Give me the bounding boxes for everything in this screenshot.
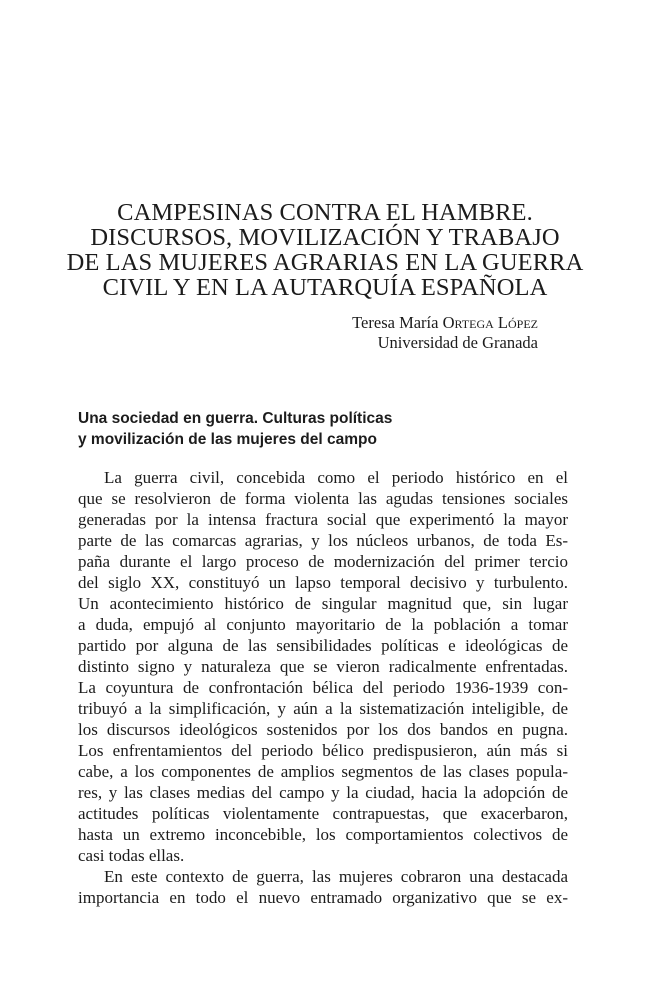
paragraph-line: tribuyó a la simplificación, y aún a la sistematización inteligible, de: [78, 699, 568, 718]
paragraph-line: generadas por la intensa fractura social que experimentó la mayor: [78, 510, 568, 529]
paragraph-line: hasta un extremo inconcebible, los comportamientos colectivos de: [78, 825, 568, 844]
paragraph-line: a duda, empujó al conjunto mayoritario de la población a tomar: [78, 615, 568, 634]
paragraph-line: cabe, a los componentes de amplios segmentos de las clases popula-: [78, 762, 568, 781]
author-affiliation: Universidad de Granada: [377, 333, 538, 352]
author-name: [352, 313, 538, 333]
paragraph-line: casi todas ellas.: [78, 846, 185, 865]
paragraph-line: En este contexto de guerra, las mujeres cobraron una destacada: [104, 867, 568, 886]
paragraph-line: parte de las comarcas agrarias, y los núcleos urbanos, de toda Es-: [78, 531, 568, 550]
paragraph-line: distinto signo y naturaleza que se vieron radicalmente enfrentadas.: [78, 657, 568, 676]
title-line: DE LAS MUJERES AGRARIAS EN LA GUERRA: [66, 249, 584, 276]
paragraph-line: importancia en todo el nuevo entramado organizativo que se ex-: [78, 888, 568, 907]
paragraph-line: Un acontecimiento histórico de singular magnitud que, sin lugar: [78, 594, 568, 613]
section-heading-line: y movilización de las mujeres del campo: [78, 431, 377, 448]
title-line: DISCURSOS, MOVILIZACIÓN Y TRABAJO: [90, 224, 560, 251]
paragraph-line: La guerra civil, concebida como el periodo histórico en el: [104, 468, 568, 487]
paragraph-line: los discursos ideológicos sostenidos por los dos bandos en pugna.: [78, 720, 568, 739]
title-line: CAMPESINAS CONTRA EL HAMBRE.: [117, 199, 533, 226]
author-surname: Ortega López: [442, 313, 538, 332]
paragraph-line: partido por alguna de las sensibilidades políticas e ideológicas de: [78, 636, 568, 655]
section-heading: [78, 408, 392, 450]
author-given-name: Teresa María: [352, 313, 439, 332]
paragraph-line: Los enfrentamientos del periodo bélico predispusieron, aún más si: [78, 741, 568, 760]
paragraph-line: que se resolvieron de forma violenta las agudas tensiones sociales: [78, 489, 568, 508]
paragraph-line: actitudes políticas violentamente contrapuestas, que exacerbaron,: [78, 804, 568, 823]
paragraph-line: res, y las clases medias del campo y la ciudad, hacia la adopción de: [78, 783, 568, 802]
paragraph-line: La coyuntura de confrontación bélica del periodo 1936-1939 con-: [78, 678, 568, 697]
paragraph-line: del siglo XX, constituyó un lapso temporal decisivo y turbulento.: [78, 573, 568, 592]
title-line: CIVIL Y EN LA AUTARQUÍA ESPAÑOLA: [102, 274, 548, 301]
article-title: [40, 200, 610, 300]
section-heading-line: Una sociedad en guerra. Culturas políticas: [78, 410, 393, 427]
paragraph-line: paña durante el largo proceso de modernización del primer tercio: [78, 552, 568, 571]
body-text: [78, 467, 568, 908]
